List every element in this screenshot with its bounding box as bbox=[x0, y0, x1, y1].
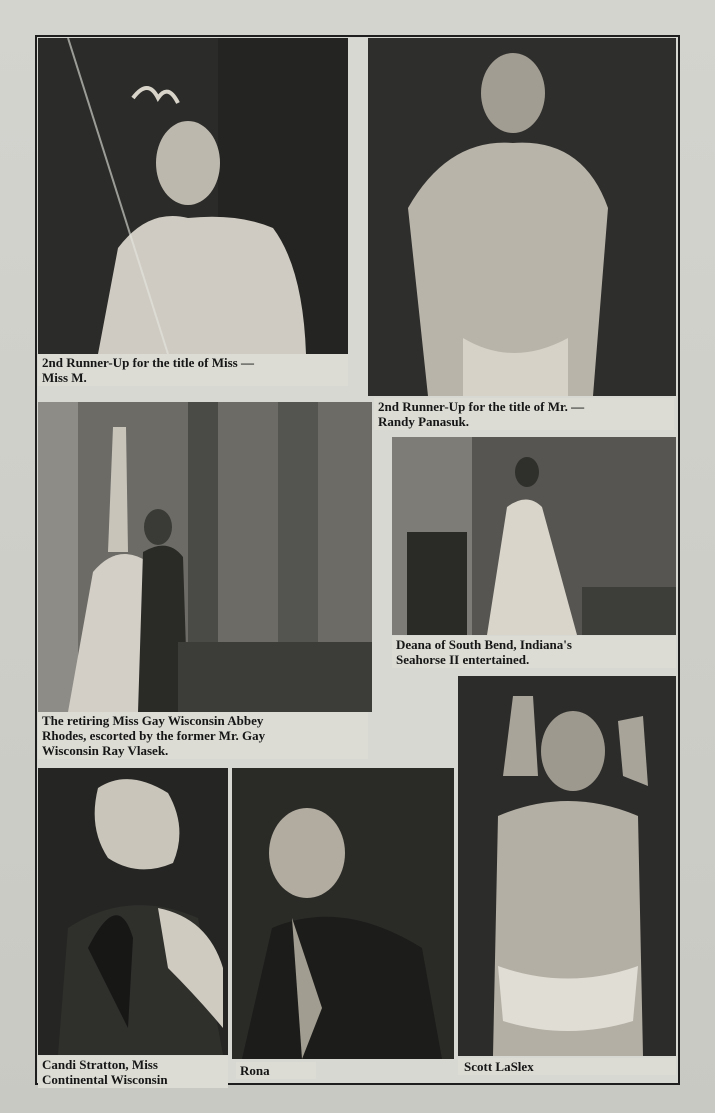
photo-scott-laslex bbox=[458, 676, 676, 1056]
photo-candi-stratton bbox=[38, 768, 228, 1055]
caption-scott-laslex: Scott LaSlex bbox=[458, 1058, 676, 1075]
caption-deana: Deana of South Bend, Indiana's Seahorse II entertained. bbox=[392, 636, 676, 668]
caption-randy-panasuk: 2nd Runner-Up for the title of Mr. — Randy Panasuk. bbox=[374, 398, 674, 430]
photo-rona bbox=[232, 768, 454, 1059]
photo-abbey-rhodes bbox=[38, 402, 372, 712]
caption-miss-m: 2nd Runner-Up for the title of Miss — Miss M. bbox=[38, 354, 348, 386]
caption-candi-stratton: Candi Stratton, Miss Continental Wisconsin bbox=[38, 1056, 228, 1088]
photo-miss-m bbox=[38, 38, 348, 354]
caption-abbey-rhodes: The retiring Miss Gay Wisconsin Abbey Rhodes, escorted by the former Mr. Gay Wisconsin Ray Vlasek. bbox=[38, 712, 368, 759]
photo-randy-panasuk bbox=[368, 38, 676, 396]
caption-rona: Rona bbox=[236, 1062, 316, 1079]
photo-deana bbox=[392, 437, 676, 635]
